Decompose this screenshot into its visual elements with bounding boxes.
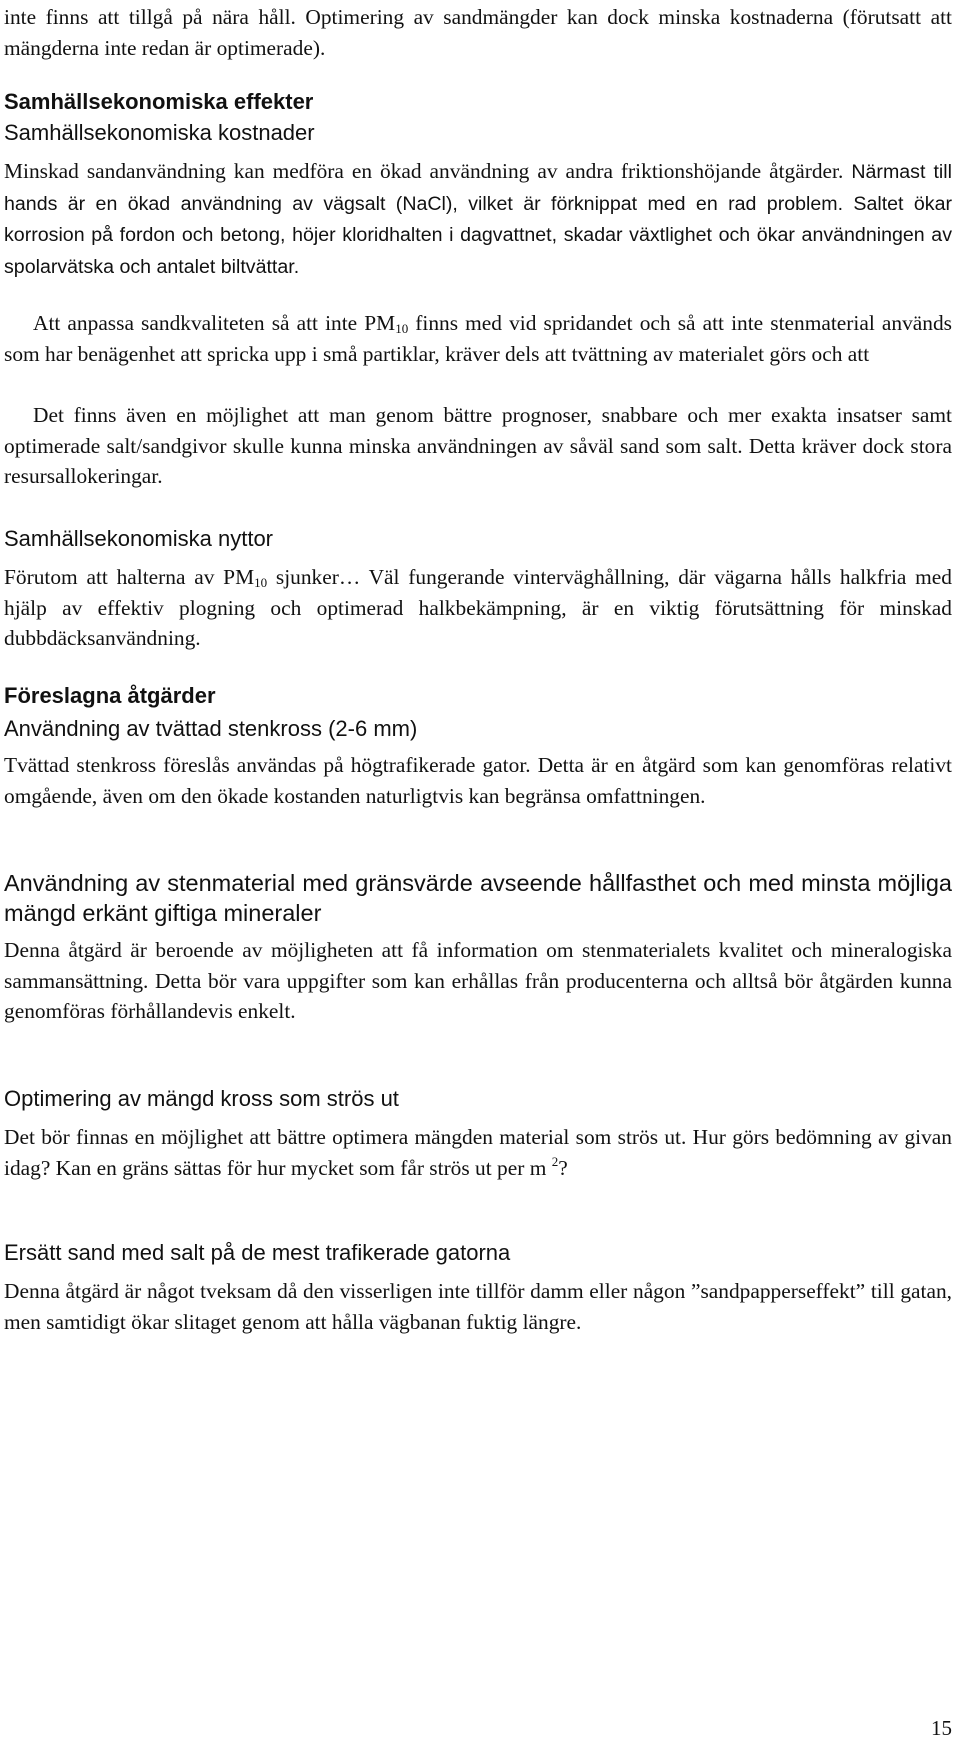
section-heading-effekter: Samhällsekonomiska effekter bbox=[4, 89, 314, 114]
intro-paragraph: inte finns att tillgå på nära håll. Optimering av sandmängder kan dock minska kostnaderna (förutsatt att mängderna inte redan är optimerade). bbox=[4, 5, 952, 60]
subheading-stenmaterial: Användning av stenmaterial med gränsvärde avseende hållfasthet och med minsta möjliga mängd erkänt giftiga mineraler bbox=[4, 870, 952, 926]
subheading-tvattad-stenkross: Användning av tvättad stenkross (2-6 mm) bbox=[4, 716, 418, 741]
pm10-subscript: 10 bbox=[395, 321, 409, 336]
subheading-nyttor: Samhällsekonomiska nyttor bbox=[4, 526, 274, 551]
page-number: 15 bbox=[931, 1716, 952, 1740]
optimering-text-a: Det bör finnas en möjlighet att bättre optimera mängden material som strös ut. Hur görs bedömning av givan idag? Kan en gräns sättas för hur mycket som får strös ut per m bbox=[4, 1125, 952, 1180]
kostnader-serif-text: Minskad sandanvändning kan medföra en ökad användning av andra friktionshöjande åtgärder. bbox=[4, 159, 844, 183]
subheading-optimering: Optimering av mängd kross som strös ut bbox=[4, 1086, 399, 1111]
m2-superscript: 2 bbox=[551, 1153, 559, 1169]
optimering-text-b: ? bbox=[558, 1155, 568, 1180]
nyttor-paragraph bbox=[4, 562, 952, 654]
subheading-ersatt-sand: Ersätt sand med salt på de mest trafikerade gatorna bbox=[4, 1240, 511, 1265]
pm10-text-a: Att anpassa sandkvaliteten så att inte PM bbox=[33, 311, 396, 335]
optimering-paragraph bbox=[4, 1122, 952, 1183]
stenmaterial-paragraph: Denna åtgärd är beroende av möjligheten att få information om stenmaterialets kvalitet och mineralogiska sammansättning. Detta bör vara uppgifter som kan erhållas från producenterna och alltså bör åtgärden kunna genomföras förhållandevis enkelt. bbox=[4, 938, 952, 1024]
nyttor-subscript: 10 bbox=[254, 575, 268, 590]
kostnader-sans-text: Närmast till hands är en ökad användning av vägsalt (NaCl), vilket är förknippat med en rad problem. Saltet ökar korrosion på fordon och betong, höjer kloridhalten i dagvattnet, skadar växtlighet och ökar användningen av spolarvätska och antalet biltvättar. bbox=[4, 161, 952, 278]
tvattad-stenkross-paragraph: Tvättad stenkross föreslås användas på högtrafikerade gator. Detta är en åtgärd som kan genomföras relativt omgående, även om den ökade kostanden naturligtvis kan begränsa omfattningen. bbox=[4, 753, 952, 808]
kostnader-paragraph-2 bbox=[4, 308, 952, 369]
kostnader-paragraph-1 bbox=[4, 156, 952, 282]
nyttor-text-a: Förutom att halterna av PM bbox=[4, 565, 255, 589]
section-heading-atgarder: Föreslagna åtgärder bbox=[4, 683, 216, 708]
pm10-text-b: finns med vid spridandet och så att inte stenmaterial används som har benägenhet att spricka upp i små partiklar, kräver dels att tvättning av materialet görs och att bbox=[4, 311, 952, 366]
nyttor-text-b: sjunker… Väl fungerande vinterväghållning, där vägarna hålls halkfria med hjälp av effektiv plogning och optimerad halkbekämpning, är en viktig förutsättning för minskad dubbdäcksanvändning. bbox=[4, 565, 952, 651]
ersatt-sand-paragraph: Denna åtgärd är något tveksam då den visserligen inte tillför damm eller någon ”sandpapperseffekt” till gatan, men samtidigt ökar slitaget genom att hålla vägbanan fuktig längre. bbox=[4, 1279, 952, 1334]
kostnader-paragraph-3: Det finns även en möjlighet att man genom bättre prognoser, snabbare och mer exakta insatser samt optimerade salt/sandgivor skulle kunna minska användningen av såväl sand som salt. Detta kräver dock stora resursallokeringar. bbox=[4, 403, 952, 489]
subheading-kostnader: Samhällsekonomiska kostnader bbox=[4, 120, 315, 145]
